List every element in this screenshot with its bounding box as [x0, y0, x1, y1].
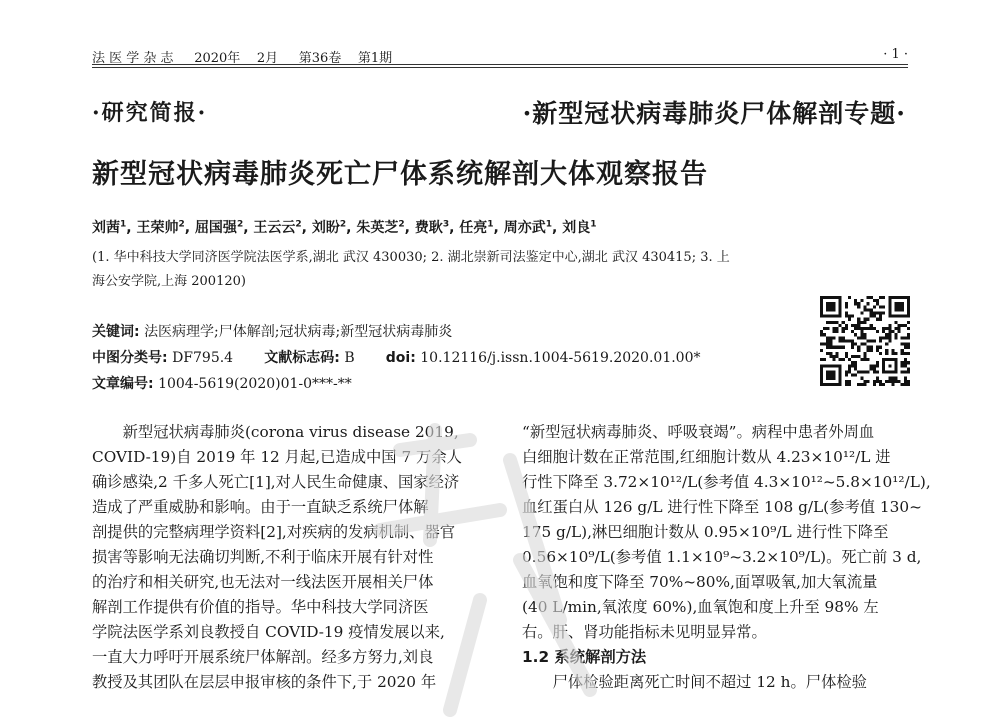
- clc-value: DF795.4: [172, 350, 234, 366]
- author-list: 刘茜$^1$, 王荣帅$^2$, 屈国强$^2$, 王云云$^2$, 刘盼$^2$, 朱英芝$^2$, 费耿$^3$, 任亮$^1$, 周亦武$^1$, 刘良$^1$: [92, 219, 597, 236]
- paragraph-line: 解剖工作提供有价值的指导。华中科技大学同济医: [92, 598, 429, 616]
- qr-code-icon: [820, 296, 910, 386]
- journal-volume: 第36卷: [298, 51, 342, 66]
- journal-year: 2020年: [194, 51, 241, 66]
- paragraph-line: 学院法医学系刘良教授自 COVID-19 疫情发展以来,: [92, 623, 445, 641]
- author: 费耿$^3$: [414, 219, 450, 236]
- header-rule: [92, 64, 908, 68]
- author: 周亦武$^1$: [503, 219, 553, 236]
- doi-value: 10.12116/j.issn.1004-5619.2020.01.00*: [420, 350, 701, 366]
- subheading: 1.2 系统解剖方法: [522, 648, 647, 666]
- author: 刘良$^1$: [562, 219, 597, 236]
- author: 刘盼$^2$: [311, 219, 347, 236]
- paragraph-line: 损害等影响无法确切判断,不利于临床开展有针对性: [92, 548, 434, 566]
- journal-name: 法 医 学 杂 志: [92, 51, 174, 66]
- paragraph-line: 血氧饱和度下降至 70%~80%,面罩吸氧,加大氧流量: [522, 573, 878, 591]
- clc-label: 中图分类号:: [92, 350, 168, 366]
- paragraph-line: 白细胞计数在正常范围,红细胞计数从 4.23×10¹²/L 进: [522, 448, 891, 466]
- doc-code-value: B: [344, 350, 355, 366]
- paragraph-line: “新型冠状病毒肺炎、呼吸衰竭”。病程中患者外周血: [522, 423, 875, 441]
- classification-line: [92, 347, 700, 367]
- section-label-left: ·研究简报·: [92, 100, 208, 126]
- author: 任亮$^1$: [459, 219, 494, 236]
- paragraph-line: COVID-19)自 2019 年 12 月起,已造成中国 7 万余人: [92, 448, 462, 466]
- affiliation-line-2: 海公安学院,上海 200120): [92, 274, 246, 289]
- section-label-right: ·新型冠状病毒肺炎尸体解剖专题·: [522, 99, 906, 128]
- paragraph-line: 行性下降至 3.72×10¹²/L(参考值 4.3×10¹²~5.8×10¹²/L),: [522, 473, 931, 491]
- journal-issue: 第1期: [357, 51, 393, 66]
- paragraph-line: 的治疗和相关研究,也无法对一线法医开展相关尸体: [92, 573, 434, 591]
- article-number-value: 1004-5619(2020)01-0***-**: [158, 376, 352, 392]
- journal-month: 2月: [256, 51, 279, 66]
- author: 朱英芝$^2$: [356, 219, 405, 236]
- paragraph-line: 确诊感染,2 千多人死亡[1],对人民生命健康、国家经济: [92, 473, 460, 491]
- keywords-value: 法医病理学;尸体解剖;冠状病毒;新型冠状病毒肺炎: [144, 324, 453, 340]
- paragraph-line: 右。肝、肾功能指标未见明显异常。: [522, 623, 767, 641]
- paragraph-line: 一直大力呼吁开展系统尸体解剖。经多方努力,刘良: [92, 648, 434, 666]
- article-title: 新型冠状病毒肺炎死亡尸体系统解剖大体观察报告: [92, 159, 708, 190]
- body-column-left: [92, 420, 492, 695]
- paragraph-line: 新型冠状病毒肺炎(corona virus disease 2019,: [122, 423, 459, 441]
- author: 屈国强$^2$: [194, 219, 244, 236]
- author: 王荣帅$^2$: [136, 219, 185, 236]
- article-number-line: [92, 373, 352, 393]
- keywords: [92, 321, 452, 341]
- paragraph-line: 0.56×10⁹/L(参考值 1.1×10⁹~3.2×10⁹/L)。死亡前 3 d,: [522, 548, 922, 566]
- paragraph-line: 175 g/L),淋巴细胞计数从 0.95×10⁹/L 进行性下降至: [522, 523, 889, 541]
- author: 刘茜$^1$: [92, 219, 127, 236]
- author: 王云云$^2$: [253, 219, 302, 236]
- paragraph-line: (40 L/min,氧浓度 60%),血氧饱和度上升至 98% 左: [522, 598, 879, 616]
- body-column-right: [522, 420, 931, 695]
- affiliation-line-1: (1. 华中科技大学同济医学院法医学系,湖北 武汉 430030; 2. 湖北崇新司法鉴定中心,湖北 武汉 430415; 3. 上: [92, 250, 730, 265]
- paragraph-line: 剖提供的完整病理学资料[2],对疾病的发病机制、器官: [92, 523, 456, 541]
- paragraph-line: 教授及其团队在层层申报审核的条件下,于 2020 年: [92, 673, 437, 691]
- paragraph-line: 造成了严重威胁和影响。由于一直缺乏系统尸体解: [92, 498, 429, 516]
- doc-code-label: 文献标志码:: [264, 350, 340, 366]
- article-number-label: 文章编号:: [92, 376, 154, 392]
- doi-label: doi:: [385, 350, 416, 366]
- paragraph-line: 尸体检验距离死亡时间不超过 12 h。尸体检验: [552, 673, 867, 691]
- keywords-label: 关键词:: [92, 324, 140, 340]
- page-number: · 1 ·: [883, 47, 908, 62]
- paragraph-line: 血红蛋白从 126 g/L 进行性下降至 108 g/L(参考值 130~: [522, 498, 922, 516]
